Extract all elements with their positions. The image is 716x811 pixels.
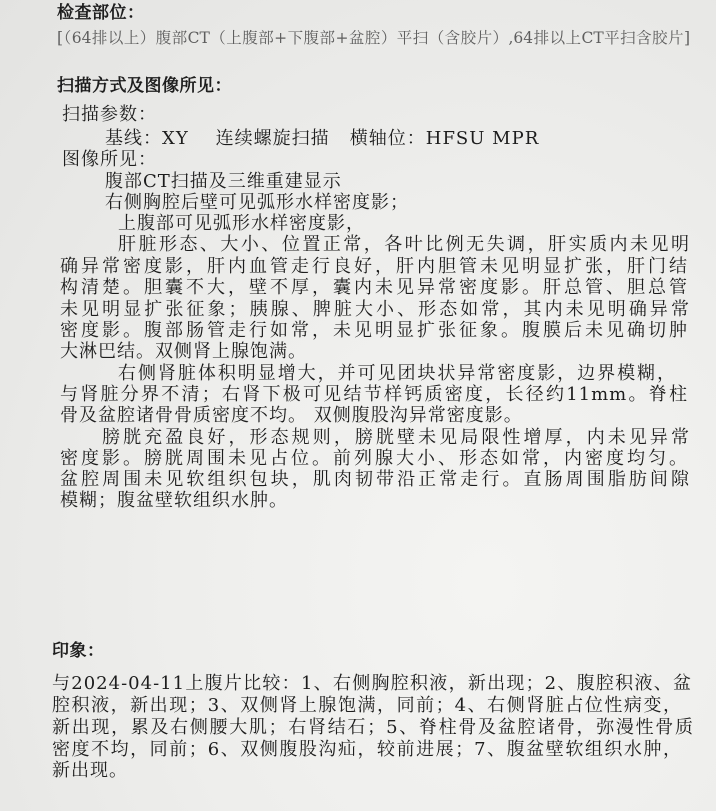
impression-line: 新出现，累及右侧腰大肌；右肾结石；5、脊柱骨及盆腔诸骨，弥漫性骨质 [52,717,694,738]
findings-line: 密度影。腹部肠管走行如常，未见明显扩张征象。腹膜后未见确切肿 [60,320,688,341]
findings-line: 盆腔周围未见软组织包块，肌肉韧带沿正常走行。直肠周围脂肪间隙 [60,469,690,490]
exam-site-value: [（64排以上）腹部CT（上腹部+下腹部+盆腔）平扫（含胶片）,64排以上CT平扫含胶片] [57,29,690,47]
findings-line: 确异常密度影，肝内血管走行良好，肝内胆管未见明显扩张，肝门结 [60,256,688,277]
findings-label: 图像所见： [62,149,157,170]
findings-line: 模糊；腹盆壁软组织水肿。 [60,490,288,511]
findings-line: 密度影。膀胱周围未见占位。前列腺大小、形态如常，内密度均匀。 [60,448,688,469]
findings-line: 与肾脏分界不清；右肾下极可见结节样钙质密度，长径约11mm。脊柱 [60,384,688,405]
scan-params-label: 扫描参数： [62,104,157,125]
findings-line: 腹部CT扫描及三维重建显示 [105,171,342,192]
impression-line: 与2024-04-11上腹片比较：1、右侧胸腔积液，新出现；2、腹腔积液、盆 [52,673,692,694]
scan-section-heading: 扫描方式及图像所见： [57,76,232,96]
findings-line: 大淋巴结。双侧肾上腺饱满。 [60,341,307,362]
findings-line: 未见明显扩张征象；胰腺、脾脏大小、形态如常，其内未见明确异常 [60,299,690,320]
impression-line: 腔积液，新出现；3、双侧肾上腺饱满，同前；4、右侧肾脏占位性病变， [52,695,682,716]
findings-line: 构清楚。胆囊不大，壁不厚，囊内未见异常密度影。肝总管、胆总管 [60,277,688,298]
findings-line: 上腹部可见弧形水样密度影， [118,213,365,234]
exam-site-label: 检查部位： [57,3,145,23]
impression-line: 新出现。 [52,760,128,781]
findings-line: 右侧肾脏体积明显增大，并可见团块状异常密度影，边界模糊， [118,363,676,384]
impression-heading: 印象： [52,641,105,661]
findings-line: 右侧胸腔后壁可见弧形水样密度影； [105,192,409,213]
impression-line: 密度不均，同前；6、双侧腹股沟疝，较前进展；7、腹盆壁软组织水肿， [52,739,682,760]
scan-params-line: 基线：XY 连续螺旋扫描 横轴位：HFSU MPR [105,128,540,149]
findings-line: 膀胱充盈良好，形态规则，膀胱壁未见局限性增厚，内未见异常 [102,427,690,448]
findings-line: 骨及盆腔诸骨骨质密度不均。 双侧腹股沟异常密度影。 [60,405,523,426]
findings-line: 肝脏形态、大小、位置正常，各叶比例无失调，肝实质内未见明 [118,234,690,255]
